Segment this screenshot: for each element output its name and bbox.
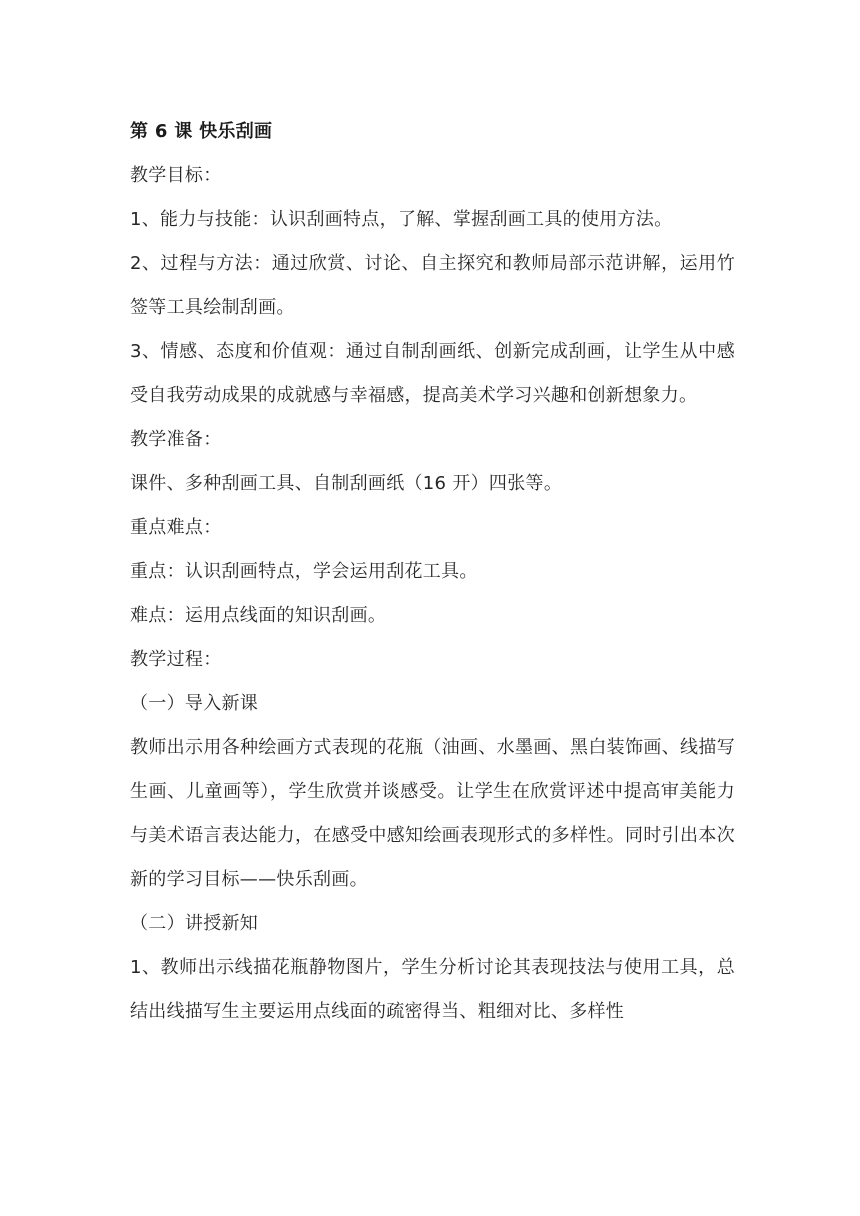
heading-teaching-process: 教学过程：: [130, 649, 222, 670]
document-body: [130, 110, 735, 1034]
key-point-text: 重点：认识刮画特点，学会运用刮花工具。: [130, 561, 478, 582]
preparation-text: 课件、多种刮画工具、自制刮画纸（16 开）四张等。: [130, 473, 563, 494]
lesson-title: 第 6 课 快乐刮画: [130, 121, 273, 142]
goal-item-2: 2、过程与方法：通过欣赏、讨论、自主探究和教师局部示范讲解，运用竹签等工具绘制刮画。: [130, 253, 735, 318]
goal-item-1: 1、能力与技能：认识刮画特点，了解、掌握刮画工具的使用方法。: [130, 209, 673, 230]
new-knowledge-paragraph: 1、教师出示线描花瓶静物图片，学生分析讨论其表现技法与使用工具，总结出线描写生主要运用点线面的疏密得当、粗细对比、多样性: [130, 957, 735, 1022]
heading-key-points: 重点难点：: [130, 517, 222, 538]
section-heading-intro: （一）导入新课: [130, 693, 259, 714]
heading-teaching-preparation: 教学准备：: [130, 429, 222, 450]
intro-paragraph: 教师出示用各种绘画方式表现的花瓶（油画、水墨画、黑白装饰画、线描写生画、儿童画等），学生欣赏并谈感受。让学生在欣赏评述中提高审美能力与美术语言表达能力，在感受中感知绘画表现形式的多样性。同时引出本次新的学习目标——快乐刮画。: [130, 737, 735, 890]
goal-item-3: 3、情感、态度和价值观：通过自制刮画纸、创新完成刮画，让学生从中感受自我劳动成果的成就感与幸福感，提高美术学习兴趣和创新想象力。: [130, 341, 735, 406]
heading-teaching-goals: 教学目标：: [130, 165, 222, 186]
section-heading-new-knowledge: （二）讲授新知: [130, 913, 259, 934]
difficulty-text: 难点：运用点线面的知识刮画。: [130, 605, 387, 626]
